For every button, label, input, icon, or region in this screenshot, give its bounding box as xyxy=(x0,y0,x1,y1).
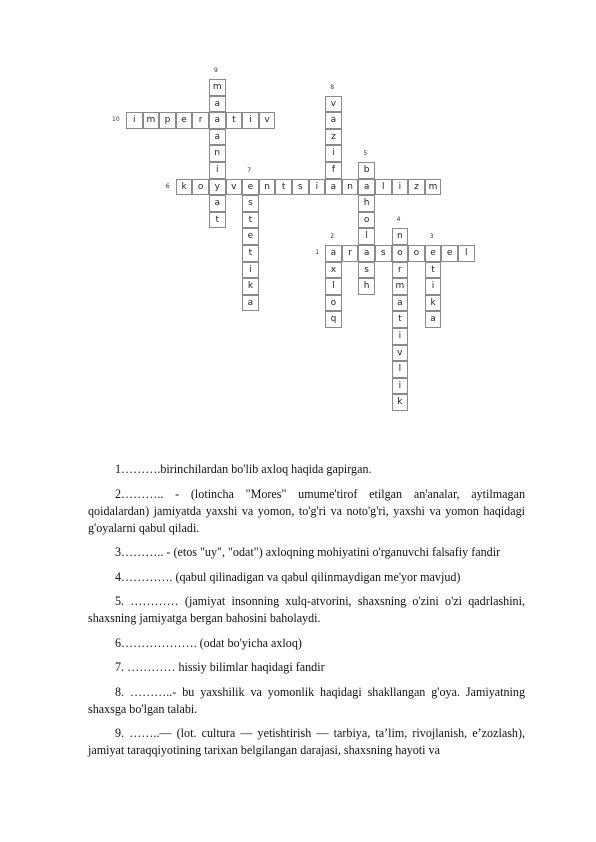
crossword-cell: z xyxy=(408,179,425,196)
clue-7: 7. ………… hissiy bilimlar haqidagi fandir xyxy=(115,660,325,674)
crossword-cell: e xyxy=(242,228,259,245)
crossword-cell: i xyxy=(392,179,409,196)
crossword-cell: n xyxy=(342,179,359,196)
crossword-cell: l xyxy=(325,278,342,295)
crossword-cell: m xyxy=(392,278,409,295)
crossword-cell: i xyxy=(425,278,442,295)
crossword-cell: l xyxy=(358,228,375,245)
crossword-cell: n xyxy=(209,145,226,162)
crossword-cell: n xyxy=(259,179,276,196)
crossword-cell: o xyxy=(192,179,209,196)
clue-number-6: 6 xyxy=(165,182,170,190)
crossword-cell: o xyxy=(392,245,409,262)
crossword-cell: p xyxy=(159,112,176,129)
crossword-cell: n xyxy=(392,228,409,245)
crossword-cell: a xyxy=(325,179,342,196)
crossword-cell: o xyxy=(325,295,342,312)
crossword-cell: k xyxy=(176,179,193,196)
clue-number-9: 9 xyxy=(214,67,218,74)
crossword-cell: t xyxy=(226,112,243,129)
clue-list xyxy=(88,461,525,759)
crossword-cell: k xyxy=(425,295,442,312)
crossword-cell: v xyxy=(226,179,243,196)
crossword-cell: y xyxy=(209,179,226,196)
crossword-cell: a xyxy=(209,129,226,146)
crossword-cell: a xyxy=(425,311,442,328)
crossword-cell: v xyxy=(259,112,276,129)
clue-6: 6………………. (odat bo'yicha axloq) xyxy=(115,635,302,650)
crossword-cell: t xyxy=(392,311,409,328)
crossword-cell: i xyxy=(242,262,259,279)
clue-8: 8. ………..- bu yaxshilik va yomonlik haqidagi shakllangan g'oya. Jamiyatning shaxsga bo'lgan talabi. xyxy=(88,684,525,716)
crossword-cell: l xyxy=(458,245,475,262)
clue-3: 3……….. - (etos "uy", "odat") axloqning mohiyatini o'rganuvchi falsafiy fandir xyxy=(115,545,501,559)
crossword-cell: i xyxy=(325,145,342,162)
crossword-cell: v xyxy=(392,345,409,362)
crossword-cell: a xyxy=(209,96,226,113)
clue-5: 5. ………… (jamiyat insonning xulq-atvorini, shaxsning o'zini o'zi qadrlashini, shaxsning jamiyatga bergan bahosini baholaydi. xyxy=(88,594,525,625)
crossword-cell: a xyxy=(209,195,226,212)
crossword-cell: s xyxy=(292,179,309,196)
crossword-cell: o xyxy=(358,212,375,229)
crossword-cell: t xyxy=(242,212,259,229)
crossword-cell: s xyxy=(358,262,375,279)
crossword-cell: v xyxy=(325,96,342,113)
crossword-cell: i xyxy=(242,112,259,129)
crossword-cell: i xyxy=(126,112,143,129)
crossword-cell: t xyxy=(425,262,442,279)
crossword-cell: r xyxy=(192,112,209,129)
crossword-cell: i xyxy=(309,179,326,196)
crossword-cell: e xyxy=(425,245,442,262)
crossword-cell: l xyxy=(375,179,392,196)
clue-1: 1……….birinchilardan bo'lib axloq haqida gapirgan. xyxy=(115,462,372,476)
crossword-cell: m xyxy=(143,112,160,129)
clue-number-2: 2 xyxy=(330,233,335,240)
crossword-cell: e xyxy=(242,179,259,196)
crossword-cell: e xyxy=(441,245,458,262)
crossword-cell: a xyxy=(358,179,375,196)
crossword-cell: h xyxy=(358,278,375,295)
crossword-cell: t xyxy=(275,179,292,196)
clue-9: 9. ……..— (lot. cultura — yetishtirish — tarbiya, ta’lim, rivojlanish, e’zozlash), jamiyat taraqqiyotining tarixan belgilangan darajasi, shaxsning hayoti va xyxy=(88,726,525,757)
crossword-cell: x xyxy=(325,262,342,279)
clue-number-5: 5 xyxy=(363,150,368,157)
crossword-cell: b xyxy=(358,162,375,179)
crossword-cell: r xyxy=(342,245,359,262)
crossword-cell: m xyxy=(425,179,442,196)
crossword-cell: a xyxy=(392,295,409,312)
crossword-cell: f xyxy=(325,162,342,179)
clue-number-10: 10 xyxy=(112,116,120,124)
crossword-cell: z xyxy=(325,129,342,146)
crossword-cell: l xyxy=(392,361,409,378)
clue-number-1: 1 xyxy=(315,249,320,256)
crossword-cell: k xyxy=(242,278,259,295)
crossword-cell: e xyxy=(176,112,193,129)
crossword-cell: s xyxy=(375,245,392,262)
crossword-cell: t xyxy=(242,245,259,262)
clue-number-3: 3 xyxy=(429,233,434,240)
clue-4: 4…………. (qabul qilinadigan va qabul qilinmaydigan me'yor mavjud) xyxy=(115,569,461,584)
clue-2: 2……….. - (lotincha "Mores" umume'tirof etilgan an'analar, aytilmagan qoidalardan) jamiyatda yaxshi va yomon, to'g'ri va noto'g'ri, yaxshi va yomon haqidagi g'oyalarni qabul qiladi. xyxy=(88,486,525,535)
clue-number-8: 8 xyxy=(330,83,335,91)
crossword-cell: r xyxy=(392,262,409,279)
crossword-cell: o xyxy=(408,245,425,262)
crossword-cell: q xyxy=(325,311,342,328)
crossword-cell: a xyxy=(358,245,375,262)
crossword-cell: a xyxy=(209,112,226,129)
crossword-cell: a xyxy=(242,295,259,312)
clue-number-7: 7 xyxy=(247,166,252,174)
crossword-cell: i xyxy=(392,328,409,345)
crossword-cell: i xyxy=(392,378,409,395)
crossword-cell: t xyxy=(209,212,226,229)
clue-number-4: 4 xyxy=(396,216,401,224)
crossword-cell: s xyxy=(242,195,259,212)
crossword-cell: k xyxy=(392,394,409,411)
crossword-cell: m xyxy=(209,79,226,96)
crossword-cell: i xyxy=(209,162,226,179)
crossword-cell: h xyxy=(358,195,375,212)
crossword-cell: a xyxy=(325,245,342,262)
crossword-cell: a xyxy=(325,112,342,129)
